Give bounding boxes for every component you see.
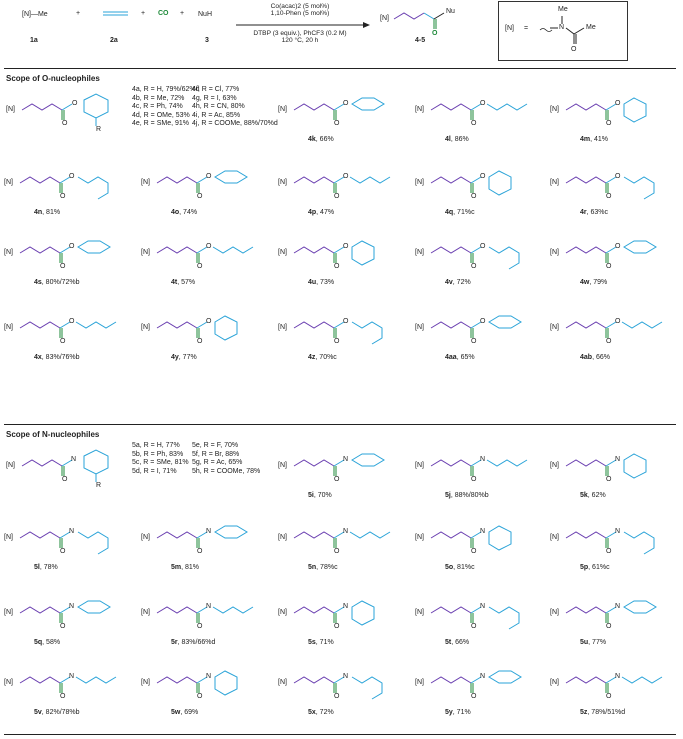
atom-o: O (206, 173, 212, 180)
list-item: 5e, R = F, 70% (192, 442, 239, 449)
product-n: [N] (380, 15, 389, 22)
atom-o: O (615, 173, 621, 180)
atom-o: O (343, 318, 349, 325)
list-item: 5h, R = COOMe, 78% (192, 467, 261, 475)
atom-o: O (606, 476, 612, 483)
list-item: 4c, R = Ph, 74% (132, 103, 183, 110)
compound-label: 4u, 73% (308, 279, 335, 286)
compound-label: 4x, 83%/76%b (34, 354, 80, 361)
structure-4r (550, 165, 675, 207)
structure-5s (278, 595, 403, 637)
atom-n: [N] (4, 179, 13, 186)
reactant-nuh: NuH (198, 11, 213, 18)
atom-o: O (197, 338, 203, 345)
compound-label: 5l, 78% (34, 564, 58, 571)
atom-n: [N] (550, 106, 559, 113)
atom-o: O (471, 263, 477, 270)
atom-o: O (60, 623, 66, 630)
atom-n: [N] (6, 106, 15, 113)
oxidant-text: DTBP (3 equiv.), PhCF3 (0.2 M) (253, 30, 347, 37)
atom-nh: N (69, 528, 75, 535)
structure-5v (4, 665, 129, 707)
atom-n: [N] (278, 324, 287, 331)
list-item: 5d, R = I, 71% (132, 467, 177, 475)
atom-n: [N] (4, 609, 13, 616)
structure-4y (141, 310, 266, 352)
atom-n: [N] (415, 106, 424, 113)
structure-5r (141, 595, 266, 637)
atom-o: O (480, 243, 486, 250)
structure-5j (415, 448, 540, 490)
atom-nh: N (206, 603, 212, 610)
atom-o: O (197, 193, 203, 200)
atom-nh: N (480, 673, 486, 680)
compound-label: 4v, 72% (445, 279, 471, 286)
structure-4q (415, 165, 540, 207)
atom-n: [N] (415, 249, 424, 256)
atom-n: [N] (278, 609, 287, 616)
atom-n: [N] (550, 609, 559, 616)
structure-5z (550, 665, 675, 707)
atom-o: O (343, 173, 349, 180)
atom-nh: N (206, 528, 212, 535)
atom-n: [N] (278, 462, 287, 469)
atom-n: [N] (415, 179, 424, 186)
temperature-text: 120 °C, 20 h (281, 37, 319, 44)
structure-5n (278, 520, 403, 562)
atom-o: O (471, 120, 477, 127)
divider (4, 734, 676, 735)
atom-o: O (606, 623, 612, 630)
atom-o: O (471, 338, 477, 345)
compound-label: 5p, 61%c (580, 564, 610, 571)
plus-sign: + (180, 10, 185, 17)
atom-o: O (206, 318, 212, 325)
structure-4l (415, 92, 540, 134)
atom-n: [N] (4, 679, 13, 686)
atom-o: O (60, 193, 66, 200)
atom-o: O (60, 693, 66, 700)
atom-n: [N] (415, 324, 424, 331)
n-list-col1 (132, 442, 189, 476)
atom-n: [N] (141, 324, 150, 331)
o-list-col1 (132, 86, 200, 129)
list-item: 4f, R = Cl, 77% (192, 86, 240, 93)
list-item: 4j, R = COOMe, 88%/70%d (192, 120, 278, 127)
structure-4u (278, 235, 403, 277)
structure-4t (141, 235, 266, 277)
list-item: 4h, R = CN, 80% (192, 103, 245, 110)
atom-nh: N (480, 603, 486, 610)
atom-o: O (69, 318, 75, 325)
list-item: 4g, R = I, 63% (192, 94, 237, 102)
atom-n: [N] (141, 609, 150, 616)
atom-n: [N] (141, 249, 150, 256)
reaction-arrow (236, 22, 371, 28)
atom-nh: N (343, 673, 349, 680)
structure-4o (141, 165, 266, 207)
structure-4k (278, 92, 403, 134)
compound-label: 5q, 58% (34, 639, 61, 646)
atom-nh: N (615, 528, 621, 535)
atom-o: O (606, 120, 612, 127)
atom-nh: N (343, 456, 349, 463)
product-chain (394, 5, 454, 35)
atom-n: [N] (550, 679, 559, 686)
reactant-2-label: 2a (110, 37, 118, 44)
atom-o: O (334, 476, 340, 483)
compound-label: 4y, 77% (171, 354, 197, 361)
structure-4s (4, 235, 129, 277)
structure-5x (278, 665, 403, 707)
atom-o: O (606, 193, 612, 200)
list-item: 4e, R = SMe, 91% (132, 120, 190, 127)
structure-4z (278, 310, 403, 352)
atom-o: O (480, 173, 486, 180)
structure-4ab (550, 310, 675, 352)
atom-o: O (197, 623, 203, 630)
compound-label: 5k, 62% (580, 492, 606, 499)
atom-n: [N] (141, 534, 150, 541)
atom-o: O (72, 100, 78, 107)
structure-4aa (415, 310, 540, 352)
atom-o: O (62, 476, 68, 483)
atom-n: [N] (141, 179, 150, 186)
atom-n: [N] (415, 679, 424, 686)
atom-o: O (471, 476, 477, 483)
ligand-text: 1,10-Phen (5 mol%) (270, 10, 330, 17)
atom-n: [N] (4, 534, 13, 541)
reactant-1-label: 1a (30, 37, 38, 44)
atom-nh: N (615, 456, 621, 463)
list-item: 4b, R = Me, 72% (132, 94, 185, 102)
compound-label: 4ab, 66% (580, 354, 610, 361)
structure-5u (550, 595, 675, 637)
structure-5p (550, 520, 675, 562)
atom-nh: N (615, 603, 621, 610)
atom-o: O (60, 263, 66, 270)
atom-o: O (615, 318, 621, 325)
compound-label: 5m, 81% (171, 564, 200, 571)
list-item: 5c, R = SMe, 81% (132, 459, 189, 466)
atom-o: O (62, 120, 68, 127)
structure-5w (141, 665, 266, 707)
atom-nh: N (206, 673, 212, 680)
n-section-title: Scope of N-nucleophiles (6, 430, 100, 439)
atom-o: O (69, 243, 75, 250)
atom-n: [N] (550, 179, 559, 186)
atom-n: [N] (278, 679, 287, 686)
compound-label: 4l, 86% (445, 136, 469, 143)
atom-nh: N (71, 456, 77, 463)
divider (4, 68, 676, 69)
compound-label: 4r, 63%c (580, 209, 609, 216)
compound-label: 5t, 66% (445, 639, 470, 646)
compound-label: 4q, 71%c (445, 209, 475, 216)
atom-o: O (615, 243, 621, 250)
atom-o: O (615, 100, 621, 107)
atom-o: O (606, 263, 612, 270)
compound-label: 4n, 81% (34, 209, 61, 216)
atom-r: R (96, 126, 102, 133)
catalyst-text: Co(acac)2 (5 mol%) (270, 3, 330, 10)
atom-o: O (69, 173, 75, 180)
atom-o: O (471, 693, 477, 700)
atom-o: O (197, 693, 203, 700)
atom-o: O (480, 318, 486, 325)
o-list-col2 (192, 86, 278, 129)
structure-5l (4, 520, 129, 562)
structure-4n (4, 165, 129, 207)
compound-label: 5s, 71% (308, 639, 334, 646)
atom-o: O (343, 243, 349, 250)
compound-label: 4s, 80%/72%b (34, 279, 80, 286)
reactant-3-label: 3 (205, 37, 209, 44)
product-nu: Nu (446, 8, 455, 15)
atom-o: O (197, 263, 203, 270)
conditions-below (232, 30, 368, 44)
structure-5y (415, 665, 540, 707)
atom-o: O (606, 338, 612, 345)
structure-5q (4, 595, 129, 637)
atom-nh: N (343, 603, 349, 610)
structure-5t (415, 595, 540, 637)
atom-n: [N] (4, 249, 13, 256)
compound-label: 5r, 83%/66%d (171, 639, 216, 646)
product-label: 4-5 (415, 37, 426, 44)
atom-o: O (334, 120, 340, 127)
plus-sign: + (141, 10, 146, 17)
definition-equals: = (524, 25, 529, 32)
structure-5i (278, 448, 403, 490)
compound-label: 5z, 78%/51%d (580, 709, 626, 716)
atom-o: O (471, 193, 477, 200)
o-section-title: Scope of O-nucleophiles (6, 74, 100, 83)
compound-label: 4t, 57% (171, 279, 196, 286)
conditions-above (232, 3, 368, 17)
structure-4v (415, 235, 540, 277)
atom-o: O (471, 623, 477, 630)
compound-label: 4k, 66% (308, 136, 334, 143)
atom-n: [N] (278, 106, 287, 113)
atom-n: [N] (4, 324, 13, 331)
reactant-co: CO (158, 10, 169, 17)
atom-n: [N] (278, 249, 287, 256)
compound-label: 4p, 47% (308, 209, 335, 216)
atom-n: [N] (550, 324, 559, 331)
list-item: 5b, R = Ph, 83% (132, 450, 184, 458)
structure-4m (550, 92, 675, 134)
atom-o: O (60, 338, 66, 345)
list-item: 5f, R = Br, 88% (192, 450, 240, 458)
atom-o: O (197, 548, 203, 555)
structure-4w (550, 235, 675, 277)
compound-label: 5x, 72% (308, 709, 334, 716)
compound-label: 5v, 82%/78%b (34, 709, 80, 716)
compound-label: 5j, 88%/80%b (445, 492, 489, 499)
list-item: 4i, R = Ac, 85% (192, 111, 241, 119)
compound-label: 5u, 77% (580, 639, 607, 646)
atom-o: O (334, 623, 340, 630)
atom-o: O (60, 548, 66, 555)
atom-n: [N] (550, 249, 559, 256)
atom-o: O (606, 693, 612, 700)
atom-n: [N] (141, 679, 150, 686)
compound-label: 5w, 69% (171, 709, 199, 716)
atom-o: O (471, 548, 477, 555)
compound-label: 4aa, 65% (445, 354, 475, 361)
structure-4x (4, 310, 129, 352)
n-list-col2 (192, 442, 260, 476)
atom-o: O (343, 100, 349, 107)
structure-5m (141, 520, 266, 562)
atom-nh: N (480, 456, 486, 463)
list-item: 5a, R = H, 77% (132, 442, 180, 449)
compound-label: 4o, 74% (171, 209, 198, 216)
compound-label: 5i, 70% (308, 492, 332, 499)
compound-label: 4m, 41% (580, 136, 609, 143)
plus-sign: + (76, 10, 81, 17)
structure-5k (550, 448, 675, 490)
definition-me: Me (558, 6, 568, 13)
definition-o: O (571, 46, 577, 53)
atom-o: O (334, 548, 340, 555)
atom-o: O (480, 100, 486, 107)
atom-n: [N] (278, 534, 287, 541)
atom-o: O (334, 338, 340, 345)
compound-label: 5n, 78%c (308, 564, 338, 571)
definition-lhs: [N] (505, 25, 514, 32)
ethylene-structure (102, 10, 130, 20)
atom-n: [N] (278, 179, 287, 186)
compound-label: 4z, 70%c (308, 354, 337, 361)
structure-4p (278, 165, 403, 207)
definition-n: N (559, 24, 565, 31)
atom-nh: N (69, 603, 75, 610)
divider (4, 424, 676, 425)
atom-o: O (334, 693, 340, 700)
atom-r: R (96, 482, 102, 489)
list-item: 4a, R = H, 79%/62%d (132, 86, 200, 93)
definition-structure (538, 8, 618, 53)
list-item: 4d, R = OMe, 53% (132, 111, 190, 119)
product-o: O (432, 30, 438, 37)
definition-me2: Me (586, 24, 596, 31)
atom-o: O (606, 548, 612, 555)
atom-o: O (206, 243, 212, 250)
atom-n: [N] (415, 609, 424, 616)
compound-label: 5o, 81%c (445, 564, 475, 571)
atom-nh: N (615, 673, 621, 680)
structure-5o (415, 520, 540, 562)
list-item: 5g, R = Ac, 65% (192, 459, 243, 466)
atom-nh: N (480, 528, 486, 535)
atom-o: O (334, 263, 340, 270)
atom-o: O (334, 193, 340, 200)
atom-n: [N] (415, 462, 424, 469)
atom-nh: N (343, 528, 349, 535)
compound-label: 5y, 71% (445, 709, 471, 716)
atom-nh: N (69, 673, 75, 680)
reactant-1: [N]—Me (22, 11, 48, 18)
atom-n: [N] (550, 534, 559, 541)
atom-n: [N] (550, 462, 559, 469)
atom-n: [N] (415, 534, 424, 541)
compound-label: 4w, 79% (580, 279, 608, 286)
atom-n: [N] (6, 462, 15, 469)
